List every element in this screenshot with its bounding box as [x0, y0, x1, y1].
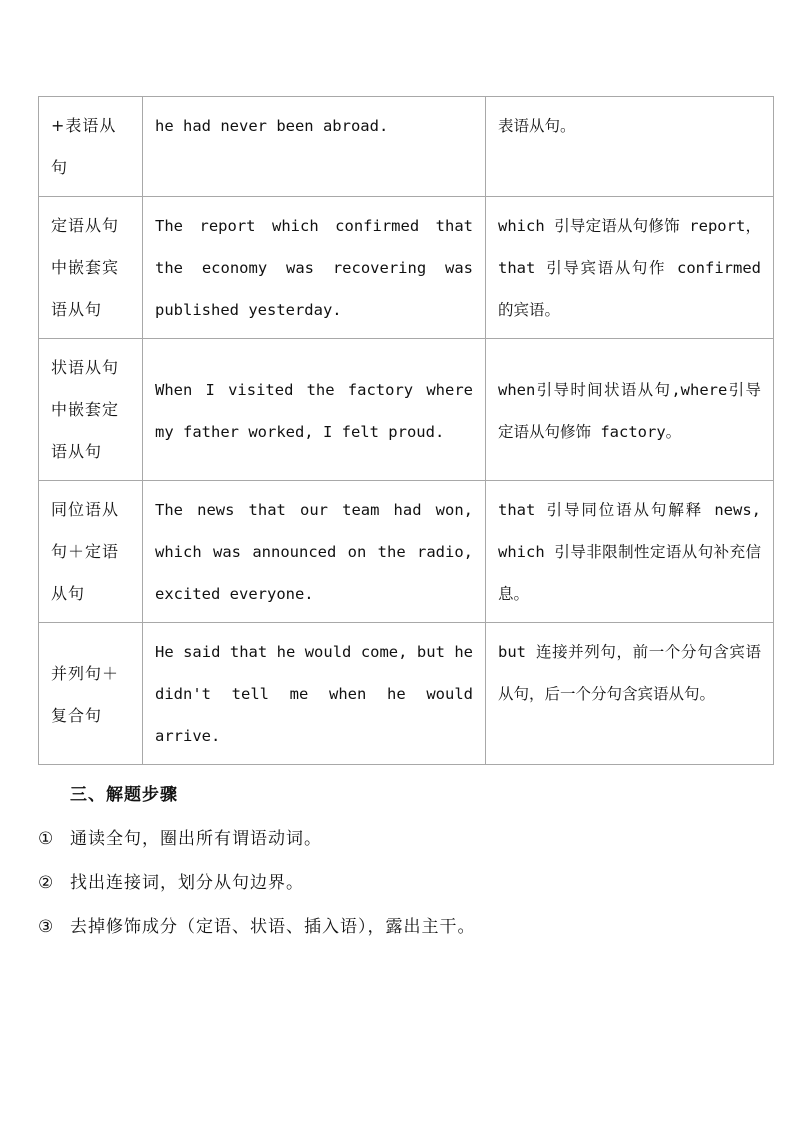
clause-type-cell: 状语从句中嵌套定语从句	[39, 339, 143, 481]
example-sentence-cell: he had never been abroad.	[143, 97, 486, 197]
step-number: ②	[38, 873, 55, 893]
clause-type-cell: +表语从句	[39, 97, 143, 197]
list-item	[38, 910, 476, 954]
clause-type-cell: 并列句＋复合句	[39, 623, 143, 765]
step-text: 去掉修饰成分（定语、状语、插入语），露出主干。	[70, 917, 476, 937]
explanation-cell: that 引导同位语从句解释 news, which 引导非限制性定语从句补充信息。	[486, 481, 774, 623]
clause-type-cell: 同位语从句＋定语从句	[39, 481, 143, 623]
clause-type-cell: 定语从句中嵌套宾语从句	[39, 197, 143, 339]
step-text: 通读全句，圈出所有谓语动词。	[70, 829, 322, 849]
table-row	[39, 97, 774, 197]
table-row	[39, 339, 774, 481]
list-item	[38, 822, 476, 866]
explanation-cell: when引导时间状语从句,where引导定语从句修饰 factory。	[486, 339, 774, 481]
solution-steps-list	[38, 822, 476, 954]
example-sentence-cell: He said that he would come, but he didn't tell me when he would arrive.	[143, 623, 486, 765]
table-row	[39, 197, 774, 339]
step-number: ③	[38, 917, 55, 937]
example-sentence-cell: The report which confirmed that the economy was recovering was published yesterday.	[143, 197, 486, 339]
example-sentence-cell: The news that our team had won, which was announced on the radio, excited everyone.	[143, 481, 486, 623]
list-item	[38, 866, 476, 910]
clause-examples-table	[38, 96, 774, 765]
section-heading: 三、解题步骤	[70, 785, 178, 805]
example-sentence-cell: When I visited the factory where my father worked, I felt proud.	[143, 339, 486, 481]
table-row	[39, 481, 774, 623]
step-number: ①	[38, 829, 55, 849]
explanation-cell: but 连接并列句，前一个分句含宾语从句，后一个分句含宾语从句。	[486, 623, 774, 765]
explanation-cell: 表语从句。	[486, 97, 774, 197]
step-text: 找出连接词，划分从句边界。	[70, 873, 304, 893]
table-row	[39, 623, 774, 765]
explanation-cell: which 引导定语从句修饰 report，that 引导宾语从句作 confirmed 的宾语。	[486, 197, 774, 339]
